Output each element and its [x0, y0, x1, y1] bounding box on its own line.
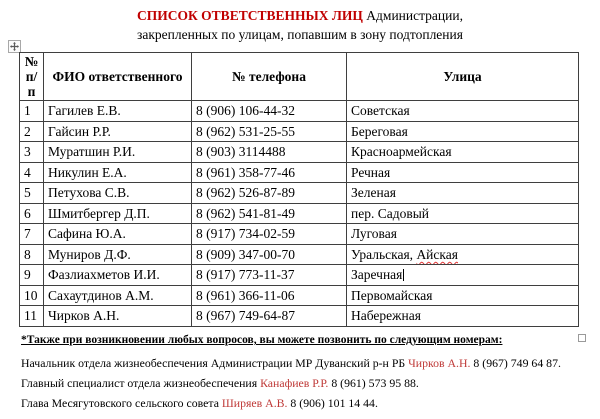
row-street: Речная: [347, 162, 579, 183]
row-num: 4: [20, 162, 44, 183]
col-header-num: № п/п: [20, 53, 44, 101]
table-row: [20, 203, 579, 224]
row-name: Никулин Е.А.: [44, 162, 192, 183]
table-row: [20, 265, 579, 286]
row-street: Береговая: [347, 121, 579, 142]
row-name: Гагилев Е.В.: [44, 101, 192, 122]
col-header-phone: № телефона: [192, 53, 347, 101]
col-header-name: ФИО ответственного: [44, 53, 192, 101]
row-phone: 8 (917) 773-11-37: [192, 265, 347, 286]
contact-role: Глава Месягутовского сельского совета: [21, 396, 222, 410]
row-name: Муниров Д.Ф.: [44, 244, 192, 265]
row-name: Сафина Ю.А.: [44, 224, 192, 245]
col-header-street: Улица: [347, 53, 579, 101]
contact-phone: 8 (967) 749 64 87.: [470, 356, 561, 370]
contact-name: Ширяев А.В.: [221, 396, 288, 410]
row-num: 1: [20, 101, 44, 122]
responsible-persons-table: [19, 52, 579, 327]
row-street: пер. Садовый: [347, 203, 579, 224]
row-phone: 8 (909) 347-00-70: [192, 244, 347, 265]
row-num: 6: [20, 203, 44, 224]
contact-line: [21, 397, 594, 410]
row-phone: 8 (962) 526-87-89: [192, 183, 347, 204]
row-street: Уральская, Айская: [347, 244, 579, 265]
row-street: Первомайская: [347, 285, 579, 306]
row-num: 11: [20, 306, 44, 327]
title-black-text: Администрации,: [362, 8, 463, 23]
title-line1: [0, 7, 600, 26]
row-phone: 8 (961) 366-11-06: [192, 285, 347, 306]
contact-role: Начальник отдела жизнеобеспечения Администрации МР Дуванский р-н РБ: [21, 356, 409, 370]
row-num: 10: [20, 285, 44, 306]
row-name: Муратшин Р.И.: [44, 142, 192, 163]
row-phone: 8 (962) 541-81-49: [192, 203, 347, 224]
row-phone: 8 (906) 106-44-32: [192, 101, 347, 122]
text-cursor: [403, 269, 404, 281]
document-title: [0, 7, 600, 44]
row-num: 2: [20, 121, 44, 142]
four-way-arrow-icon: [10, 42, 19, 51]
row-phone: 8 (962) 531-25-55: [192, 121, 347, 142]
row-street: Набережная: [347, 306, 579, 327]
row-num: 8: [20, 244, 44, 265]
table-body: [20, 101, 579, 327]
table-row: [20, 101, 579, 122]
contact-phone: 8 (906) 101 14 44.: [287, 396, 378, 410]
contact-line: [21, 357, 594, 370]
table-row: [20, 121, 579, 142]
table-header-row: [20, 53, 579, 101]
row-street: Советская: [347, 101, 579, 122]
contact-line: [21, 377, 594, 390]
row-num: 3: [20, 142, 44, 163]
row-name: Гайсин Р.Р.: [44, 121, 192, 142]
row-name: Фазлиахметов И.И.: [44, 265, 192, 286]
row-street: Красноармейская: [347, 142, 579, 163]
table-row: [20, 285, 579, 306]
row-phone: 8 (917) 734-02-59: [192, 224, 347, 245]
row-name: Сахаутдинов А.М.: [44, 285, 192, 306]
row-name: Петухова С.В.: [44, 183, 192, 204]
table-row: [20, 142, 579, 163]
table-row: [20, 244, 579, 265]
row-phone: 8 (967) 749-64-87: [192, 306, 347, 327]
table-row: [20, 162, 579, 183]
row-street: Луговая: [347, 224, 579, 245]
title-line2: закрепленных по улицам, попавшим в зону подтопления: [137, 26, 463, 42]
contact-phone: 8 (961) 573 95 88.: [328, 376, 419, 390]
row-street: Зеленая: [347, 183, 579, 204]
row-num: 5: [20, 183, 44, 204]
row-street: Заречная: [347, 265, 579, 286]
contact-name: Чирков А.Н.: [408, 356, 471, 370]
footnote: *Также при возникновении любых вопросов, вы можете позвонить по следующим номерам:: [21, 334, 503, 346]
table-row: [20, 224, 579, 245]
row-phone: 8 (961) 358-77-46: [192, 162, 347, 183]
table-row: [20, 306, 579, 327]
row-phone: 8 (903) 3114488: [192, 142, 347, 163]
contact-name: Канафиев Р.Р.: [260, 376, 329, 390]
table-row: [20, 183, 579, 204]
row-name: Шмитбергер Д.П.: [44, 203, 192, 224]
contacts-list: [21, 357, 594, 417]
contact-role: Главный специалист отдела жизнеобеспечения: [21, 376, 261, 390]
title-red-text: СПИСОК ОТВЕТСТВЕННЫХ ЛИЦ: [137, 8, 363, 23]
street-spellcheck-word: Айская: [416, 246, 458, 262]
row-num: 7: [20, 224, 44, 245]
row-num: 9: [20, 265, 44, 286]
row-name: Чирков А.Н.: [44, 306, 192, 327]
